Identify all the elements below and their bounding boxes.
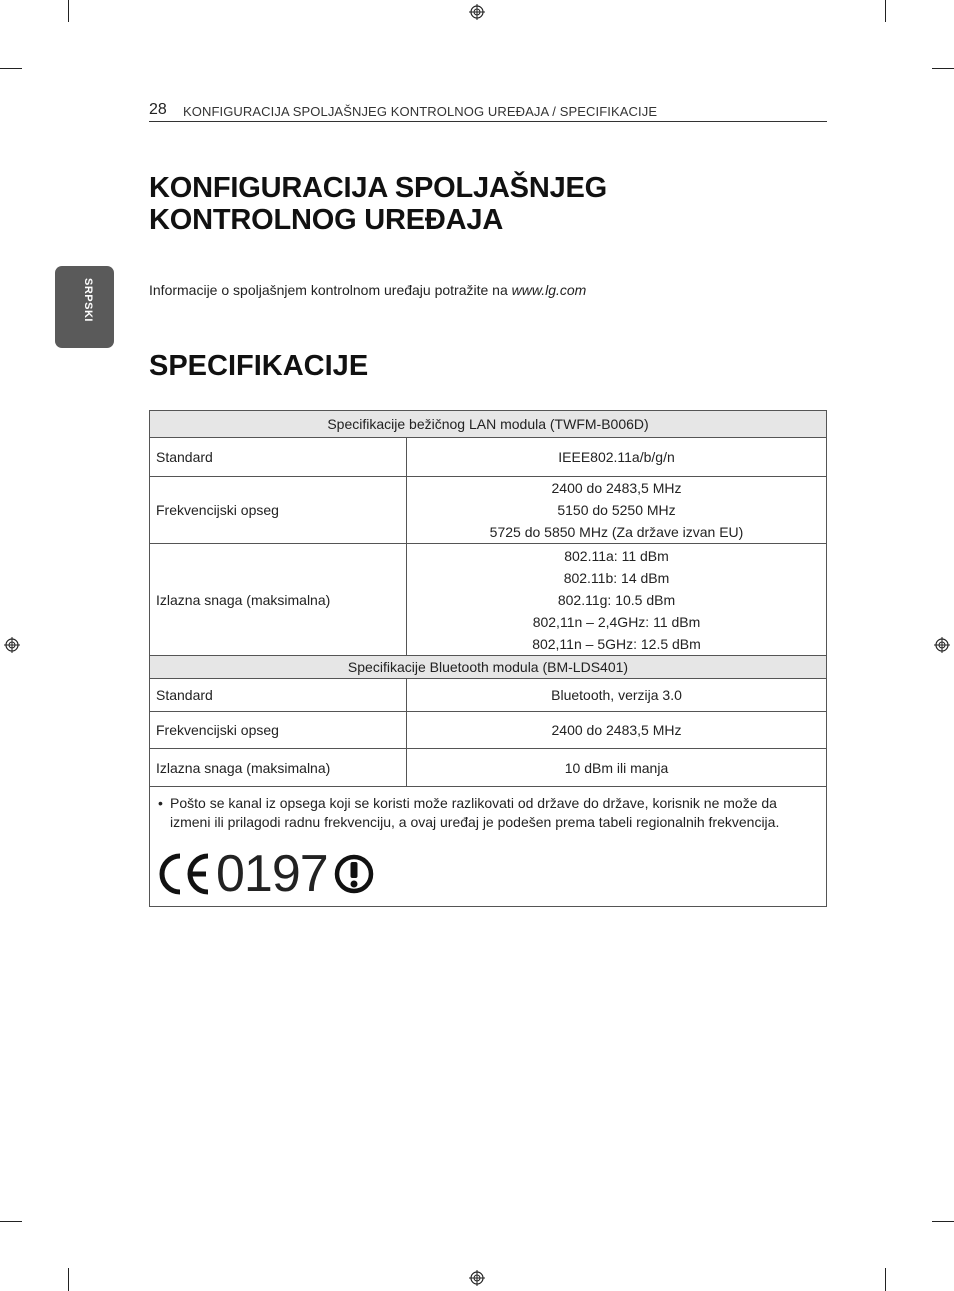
value-line: 802.11b: 14 dBm [563, 569, 670, 586]
row-value: 10 dBm ili manja [407, 749, 827, 787]
crop-mark [0, 1221, 22, 1222]
title-line: KONFIGURACIJA SPOLJAŠNJEG [149, 172, 607, 204]
crop-mark [885, 0, 886, 22]
registration-mark-icon [469, 1270, 485, 1286]
bullet: • [158, 794, 163, 811]
bluetooth-section-header: Specifikacije Bluetooth modula (BM-LDS401) [150, 656, 827, 679]
row-value [407, 477, 827, 544]
table-row [150, 749, 827, 787]
value-line: 802,11n – 5GHz: 12.5 dBm [532, 635, 701, 652]
intro-paragraph [149, 282, 586, 298]
row-value: IEEE802.11a/b/g/n [407, 438, 827, 477]
table-row [150, 679, 827, 712]
row-label: Izlazna snaga (maksimalna) [150, 749, 407, 787]
table-section-row [150, 411, 827, 438]
table-row [150, 438, 827, 477]
ce-marking [156, 844, 820, 903]
section-title-external-control [149, 172, 829, 236]
row-label: Standard [150, 679, 407, 712]
crop-mark [885, 1268, 886, 1291]
note-text-line: izmeni ili prilagodi radnu frekvenciju, a ovaj uređaj je podešen prema tabeli regionalnih frekvencija. [170, 813, 780, 830]
page-number: 28 [149, 101, 167, 118]
value-line: 802.11g: 10.5 dBm [557, 591, 676, 608]
section-title-specifications: SPECIFIKACIJE [149, 350, 369, 382]
crop-mark [68, 0, 69, 22]
crop-mark [932, 68, 954, 69]
regulatory-note [150, 787, 827, 907]
row-label: Frekvencijski opseg [150, 712, 407, 749]
registration-mark-icon [934, 637, 950, 653]
registration-mark-icon [469, 4, 485, 20]
row-label: Standard [150, 438, 407, 477]
language-tab [55, 266, 114, 348]
table-row [150, 544, 827, 656]
value-line: 2400 do 2483,5 MHz [551, 480, 682, 496]
specifications-table [149, 410, 827, 907]
table-section-row [150, 656, 827, 679]
notified-body-number: 0197 [216, 844, 328, 903]
row-label: Izlazna snaga (maksimalna) [150, 544, 407, 656]
title-line: KONTROLNOG UREĐAJA [149, 204, 504, 236]
page-header [149, 101, 827, 122]
crop-mark [68, 1268, 69, 1291]
value-line: 5725 do 5850 MHz (Za države izvan EU) [489, 524, 744, 540]
registration-mark-icon [4, 637, 20, 653]
row-value [407, 544, 827, 656]
note-text-line: Pošto se kanal iz opsega koji se koristi može razlikovati od države do države, korisnik ne može da [170, 794, 777, 811]
intro-text: Informacije o spoljašnjem kontrolnom uređaju potražite na [149, 282, 512, 298]
note-paragraph [156, 794, 820, 832]
ce-logo [156, 852, 212, 896]
row-value: 2400 do 2483,5 MHz [407, 712, 827, 749]
row-label: Frekvencijski opseg [150, 477, 407, 544]
table-row [150, 477, 827, 544]
table-note-row [150, 787, 827, 907]
exclamation-circle-icon [334, 854, 374, 894]
language-tab-label: SRPSKI [82, 278, 94, 322]
website-link[interactable]: www.lg.com [511, 282, 587, 298]
value-line: 5150 do 5250 MHz [557, 502, 676, 518]
table-row [150, 712, 827, 749]
crop-mark [932, 1221, 954, 1222]
wlan-section-header: Specifikacije bežičnog LAN modula (TWFM-B006D) [150, 411, 827, 438]
crop-mark [0, 68, 22, 69]
value-line: 802.11a: 11 dBm [564, 547, 669, 564]
running-title: KONFIGURACIJA SPOLJAŠNJEG KONTROLNOG UREĐAJA / SPECIFIKACIJE [183, 104, 658, 119]
row-value: Bluetooth, verzija 3.0 [407, 679, 827, 712]
value-line: 802,11n – 2,4GHz: 11 dBm [532, 613, 701, 630]
